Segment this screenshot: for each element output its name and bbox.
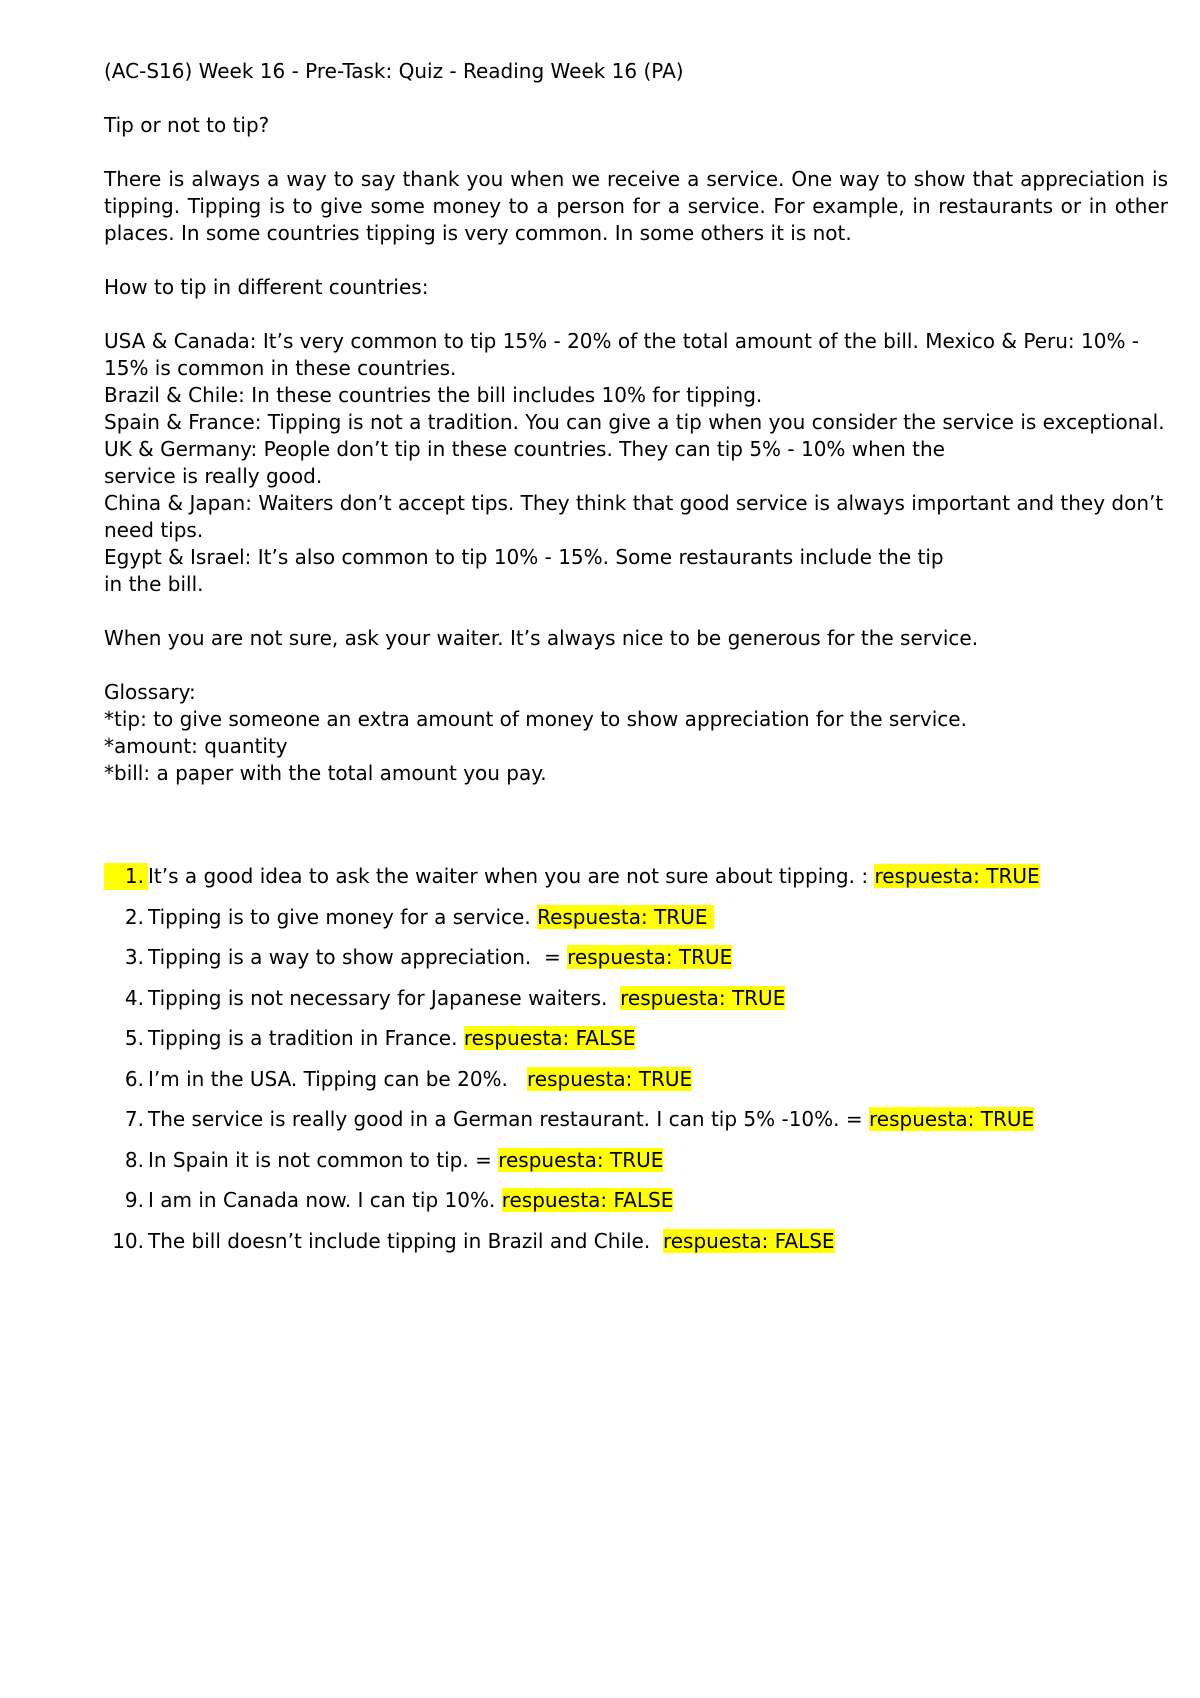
quiz-question: I’m in the USA. Tipping can be 20%. bbox=[148, 1066, 527, 1091]
country-line: Spain & France: Tipping is not a tradition. You can give a tip when you consider the service is exceptional. bbox=[104, 410, 1165, 434]
quiz-item bbox=[104, 904, 1168, 945]
how-to-heading: How to tip in different countries: bbox=[104, 275, 429, 299]
quiz-answer: respuesta: TRUE bbox=[498, 1147, 664, 1172]
country-line: Egypt & Israel: It’s also common to tip 10% - 15%. Some restaurants include the tip bbox=[104, 545, 944, 569]
country-line: China & Japan: Waiters don’t accept tips. They think that good service is always important and they don’t need tips. bbox=[104, 491, 1164, 542]
quiz-item bbox=[104, 1228, 1168, 1269]
quiz-list bbox=[104, 863, 1168, 1268]
document-title: (AC-S16) Week 16 - Pre-Task: Quiz - Reading Week 16 (PA) bbox=[104, 59, 684, 83]
quiz-item bbox=[104, 863, 1168, 904]
quiz-item-number: 10. bbox=[112, 1228, 144, 1253]
quiz-item-number: 4. bbox=[124, 985, 144, 1010]
quiz-answer: respuesta: FALSE bbox=[662, 1228, 835, 1253]
reading-heading: Tip or not to tip? bbox=[104, 113, 270, 137]
quiz-question: It’s a good idea to ask the waiter when you are not sure about tipping. : bbox=[148, 864, 875, 888]
quiz-item bbox=[104, 944, 1168, 985]
quiz-item-number: 9. bbox=[124, 1188, 144, 1212]
quiz-question: Tipping is a way to show appreciation. = bbox=[148, 945, 568, 969]
quiz-answer: respuesta: FALSE bbox=[501, 1188, 674, 1212]
quiz-question: I am in Canada now. I can tip 10%. bbox=[148, 1188, 502, 1212]
quiz-answer: respuesta: TRUE bbox=[567, 945, 733, 969]
quiz-question: Tipping is to give money for a service. bbox=[148, 904, 538, 929]
quiz-answer: respuesta: TRUE bbox=[526, 1066, 693, 1091]
quiz-item-number: 3. bbox=[124, 945, 144, 969]
quiz-item-number: 6. bbox=[124, 1066, 144, 1091]
glossary-entry: *amount: quantity bbox=[104, 734, 288, 758]
quiz-answer: respuesta: TRUE bbox=[620, 985, 786, 1010]
quiz-item bbox=[104, 985, 1168, 1026]
quiz-question: In Spain it is not common to tip. = bbox=[148, 1147, 499, 1172]
quiz-question: Tipping is not necessary for Japanese waiters. bbox=[148, 985, 621, 1010]
document-page bbox=[104, 58, 1168, 787]
quiz-question: Tipping is a tradition in France. bbox=[148, 1026, 464, 1050]
quiz-item-number: 5. bbox=[124, 1026, 144, 1050]
glossary bbox=[104, 679, 1168, 787]
quiz-answer: respuesta: FALSE bbox=[463, 1026, 636, 1050]
quiz-answer: Respuesta: TRUE bbox=[537, 904, 714, 929]
glossary-entry: *bill: a paper with the total amount you pay. bbox=[104, 761, 547, 785]
quiz-answer: respuesta: TRUE bbox=[868, 1107, 1035, 1131]
quiz-question: The bill doesn’t include tipping in Brazil and Chile. bbox=[148, 1228, 663, 1253]
quiz-item-number: 1. bbox=[104, 863, 148, 890]
countries-list bbox=[104, 328, 1168, 598]
quiz-item bbox=[104, 1066, 1168, 1107]
country-line: Brazil & Chile: In these countries the bill includes 10% for tipping. bbox=[104, 383, 763, 407]
quiz-question: The service is really good in a German restaurant. I can tip 5% -10%. = bbox=[148, 1107, 869, 1131]
country-line: UK & Germany: People don’t tip in these countries. They can tip 5% - 10% when the bbox=[104, 437, 945, 461]
quiz-item bbox=[104, 1187, 1168, 1228]
reading-intro: There is always a way to say thank you when we receive a service. One way to show that appreciation is tipping. Tipping is to give some money to a person for a service. For example, in restaurants or in other places. In some countries tipping is very common. In some others it is not. bbox=[104, 167, 1168, 245]
quiz-item bbox=[104, 1025, 1168, 1066]
quiz-item bbox=[104, 1106, 1168, 1147]
glossary-entry: *tip: to give someone an extra amount of money to show appreciation for the service. bbox=[104, 707, 967, 731]
quiz-answer: respuesta: TRUE bbox=[874, 864, 1040, 888]
country-line: service is really good. bbox=[104, 464, 323, 488]
quiz-item bbox=[104, 1147, 1168, 1188]
quiz-item-number: 2. bbox=[124, 904, 144, 929]
quiz-item-number: 7. bbox=[124, 1107, 144, 1131]
country-line: in the bill. bbox=[104, 572, 204, 596]
glossary-title: Glossary: bbox=[104, 680, 196, 704]
country-line: USA & Canada: It’s very common to tip 15% - 20% of the total amount of the bill. Mexico & Peru: 10% - 15% is common in these countries. bbox=[104, 329, 1140, 380]
closing-paragraph: When you are not sure, ask your waiter. It’s always nice to be generous for the service. bbox=[104, 626, 979, 650]
quiz-item-number: 8. bbox=[124, 1147, 144, 1172]
